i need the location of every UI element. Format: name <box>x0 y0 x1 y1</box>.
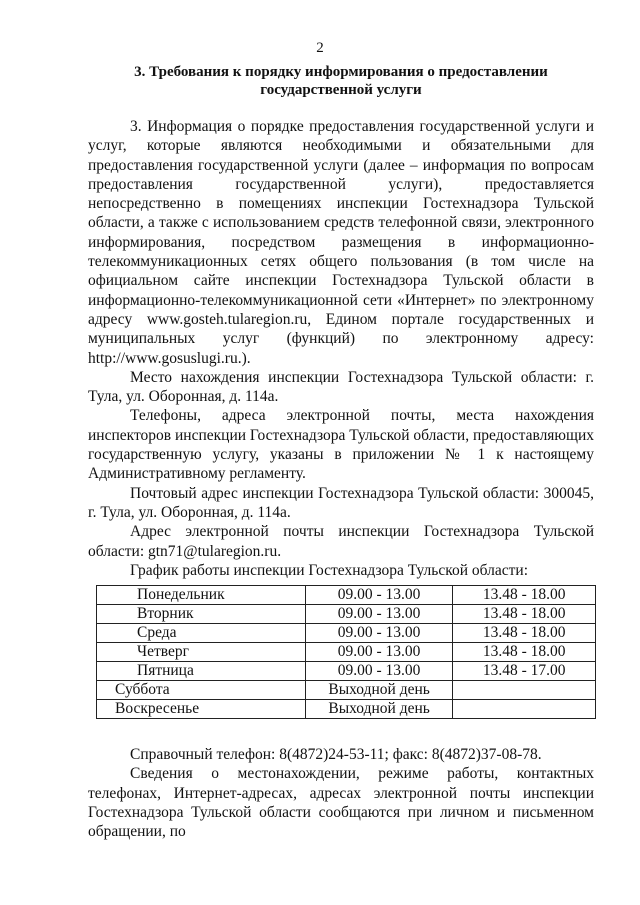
paragraph-phones: Телефоны, адреса электронной почты, места нахождения инспекторов инспекции Гостехнадзора Тульской области, предоставляющих государственную услугу, указаны в приложении № 1 к настоящему Административному регламенту. <box>88 407 594 483</box>
schedule-day-off: Выходной день <box>305 700 453 719</box>
schedule-afternoon-hours: 13.48 - 17.00 <box>453 662 596 681</box>
section-title-line-1: 3. Требования к порядку информирования о предоставлении <box>134 64 548 80</box>
schedule-morning-hours: 09.00 - 13.00 <box>305 624 453 643</box>
schedule-day-off: Выходной день <box>305 681 453 700</box>
schedule-empty-cell <box>453 681 596 700</box>
table-row <box>97 586 596 605</box>
schedule-morning-hours: 09.00 - 13.00 <box>305 643 453 662</box>
table-row <box>97 643 596 662</box>
schedule-morning-hours: 09.00 - 13.00 <box>305 605 453 624</box>
schedule-day: Вторник <box>97 605 306 624</box>
table-row <box>97 624 596 643</box>
table-row <box>97 700 596 719</box>
schedule-day: Понедельник <box>97 586 306 605</box>
schedule-afternoon-hours: 13.48 - 18.00 <box>453 586 596 605</box>
paragraph-reference-phone: Справочный телефон: 8(4872)24-53-11; факс: 8(4872)37-08-78. <box>130 746 542 763</box>
schedule-morning-hours: 09.00 - 13.00 <box>305 662 453 681</box>
paragraph-contact-info: Сведения о местонахождении, режиме работы, контактных телефонах, Интернет-адресах, адресах электронной почты инспекции Гостехнадзора Тульской области сообщаются при личном и письменном обращении, по <box>88 765 594 841</box>
table-row <box>97 681 596 700</box>
schedule-afternoon-hours: 13.48 - 18.00 <box>453 643 596 662</box>
paragraph-location: Место нахождения инспекции Гостехнадзора Тульской области: г. Тула, ул. Оборонная, д. 114а. <box>88 368 594 406</box>
schedule-afternoon-hours: 13.48 - 18.00 <box>453 605 596 624</box>
schedule-day: Воскресенье <box>97 700 306 719</box>
paragraph-info-procedure: 3. Информация о порядке предоставления государственной услуги и услуг, которые являются необходимыми и обязательными для предоставления государственной услуги (далее – информация по вопросам предоставления государственной услуги), предоставляется непосредственно в помещениях инспекции Гостехнадзора Тульской области, а также с использованием средств телефонной связи, электронного информирования, посредством размещения в информационно-телекоммуникационных сетях общего пользования (в том числе на официальном сайте инспекции Гостехнадзора Тульской области в информационно-телекоммуникационной сети «Интернет» по электронному адресу www.gosteh.tularegion.ru, Едином портале государственных и муниципальных услуг (функций) по электронному адресу: http://www.gosuslugi.ru.). <box>88 118 594 367</box>
page-number: 2 <box>316 40 324 56</box>
schedule-empty-cell <box>453 700 596 719</box>
body-text <box>88 117 594 580</box>
table-row <box>97 605 596 624</box>
paragraph-postal-address: Почтовый адрес инспекции Гостехнадзора Тульской области: 300045, г. Тула, ул. Оборонная, д. 114а. <box>88 484 594 521</box>
schedule-caption: График работы инспекции Гостехнадзора Тульской области: <box>130 561 528 579</box>
section-title-line-2: государственной услуги <box>260 82 422 98</box>
schedule-morning-hours: 09.00 - 13.00 <box>305 586 453 605</box>
schedule-day: Среда <box>97 624 306 643</box>
schedule-day: Суббота <box>97 681 306 700</box>
schedule-afternoon-hours: 13.48 - 18.00 <box>453 624 596 643</box>
schedule-day: Пятница <box>97 662 306 681</box>
table-row <box>97 662 596 681</box>
schedule-day: Четверг <box>97 643 306 662</box>
section-title <box>88 63 594 99</box>
schedule-table <box>96 585 596 719</box>
after-table-text <box>88 745 594 841</box>
paragraph-email: Адрес электронной почты инспекции Гостехнадзора Тульской области: gtn71@tularegion.ru. <box>88 523 594 560</box>
